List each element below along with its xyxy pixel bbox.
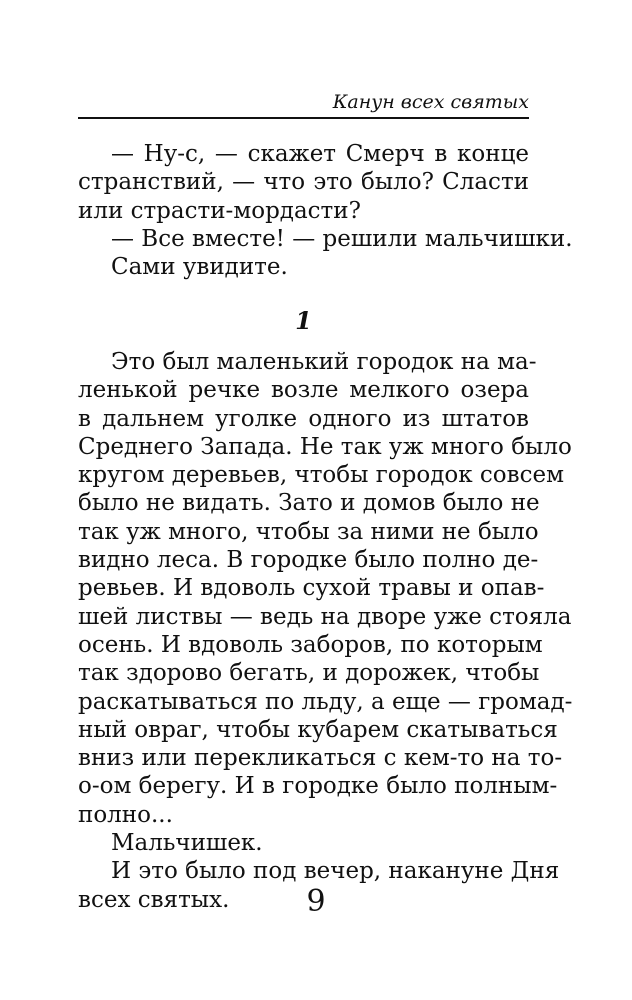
text-line: Сами увидите. [111,254,288,281]
dialogue-passage [78,140,573,281]
text-line: всех святых. [78,886,230,913]
text-line: видно леса. В городке было полно де- [78,547,539,574]
text-line: или страсти-мордасти? [78,197,361,224]
text-line: так уж много, чтобы за ними не было [78,518,539,545]
text-line: ный овраг, чтобы кубарем скатываться [78,716,558,743]
text-line: полно... [78,801,173,828]
page-number: 9 [306,884,326,919]
text-line: — Все вместе! — решили мальчишки. [111,225,573,252]
text-line: в дальнем уголке одного из штатов [78,405,529,432]
text-line: было не видать. Зато и домов было не [78,490,540,517]
text-line: — Ну-с, — скажет Смерч в конце [111,141,529,167]
text-line: раскатываться по льду, а еще — громад- [78,688,573,715]
header-rule [78,117,529,119]
running-head: Канун всех святых [332,91,529,113]
text-line: Мальчишек. [111,830,263,857]
chapter-number: 1 [295,306,312,335]
text-line: о-ом берегу. И в городке было полным- [78,773,558,800]
text-line: странствий, — что это было? Сласти [78,169,529,196]
chapter-body-text [78,348,573,914]
text-line: ревьев. И вдоволь сухой травы и опав- [78,575,545,602]
text-line: И это было под вечер, накануне Дня [111,858,560,885]
text-line: Это был маленький городок на ма- [111,349,537,375]
text-line: вниз или перекликаться с кем-то на то- [78,745,563,772]
text-line: так здорово бегать, и дорожек, чтобы [78,660,540,687]
text-line: осень. И вдоволь заборов, по которым [78,631,543,658]
text-line: кругом деревьев, чтобы городок совсем [78,462,564,489]
text-line: ленькой речке возле мелкого озера [78,377,529,404]
text-line: Среднего Запада. Не так уж много было [78,433,572,460]
text-line: шей листвы — ведь на дворе уже стояла [78,603,572,630]
